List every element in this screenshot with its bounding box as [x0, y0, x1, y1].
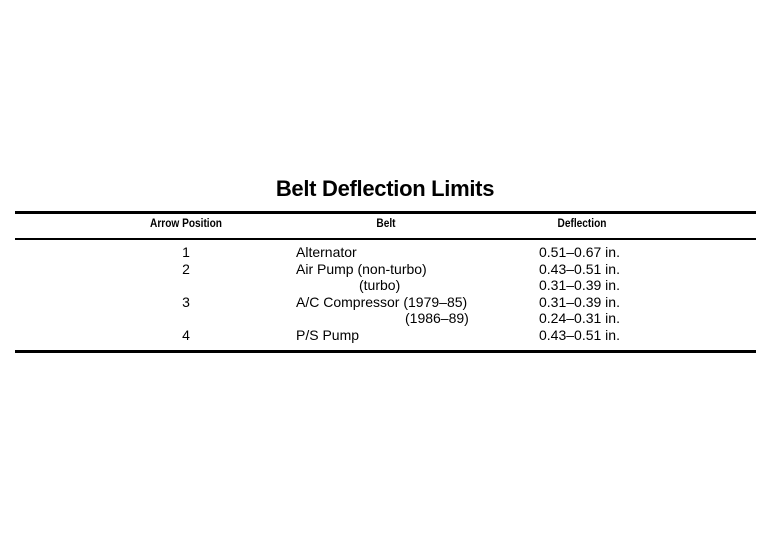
- belt-cell: (1986–89): [405, 310, 469, 327]
- arrow-position-cell: 2: [182, 260, 190, 277]
- deflection-cell: 0.43–0.51 in.: [539, 326, 620, 343]
- arrow-position-cell: 3: [182, 293, 190, 310]
- deflection-cell: 0.31–0.39 in.: [539, 277, 620, 294]
- table-title: Belt Deflection Limits: [275, 176, 495, 201]
- table-body: [0, 244, 770, 344]
- deflection-cell: 0.31–0.39 in.: [539, 293, 620, 310]
- arrow-position-cell: 4: [182, 326, 190, 343]
- bottom-rule: [15, 350, 756, 353]
- belt-cell: A/C Compressor (1979–85): [296, 293, 468, 310]
- header-belt: Belt: [376, 218, 396, 230]
- arrow-position-cell: 1: [182, 244, 190, 260]
- table-row: [0, 244, 770, 261]
- belt-cell: P/S Pump: [296, 326, 360, 343]
- table-row: [0, 327, 770, 344]
- top-rule: [15, 211, 756, 214]
- deflection-cell: 0.43–0.51 in.: [539, 260, 620, 277]
- belt-cell: (turbo): [359, 277, 401, 294]
- deflection-cell: 0.24–0.31 in.: [539, 310, 620, 327]
- belt-cell: Air Pump (non-turbo): [296, 260, 427, 277]
- deflection-cell: 0.51–0.67 in.: [539, 244, 620, 260]
- header-arrow-position: Arrow Position: [150, 218, 222, 230]
- table-row: [0, 310, 770, 327]
- table-row: [0, 294, 770, 311]
- table-row: [0, 277, 770, 294]
- header-rule: [15, 238, 756, 240]
- belt-cell: Alternator: [296, 244, 357, 260]
- header-deflection: Deflection: [557, 218, 607, 230]
- table-row: [0, 261, 770, 278]
